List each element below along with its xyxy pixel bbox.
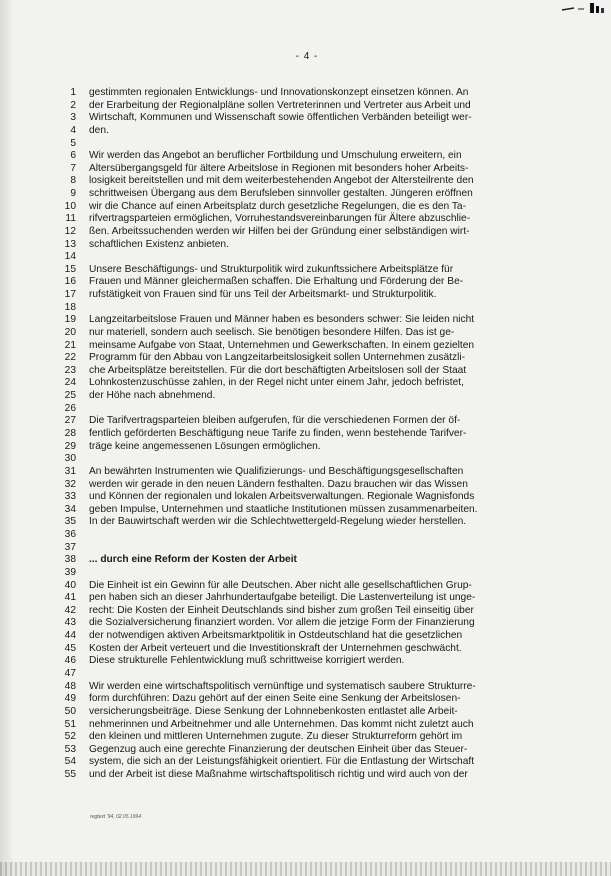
line-number: 26: [64, 402, 76, 414]
line-text: losigkeit bereitstellen und mit dem weiterbestehenden Angebot der Altersteilrente den: [89, 175, 474, 187]
line-number: 5: [70, 137, 76, 149]
line-text: In der Bauwirtschaft werden wir die Schlechtwettergeld-Regelung wieder herstellen.: [89, 516, 467, 528]
line-text: versicherungsbeiträge. Diese Senkung der Lohnnebenkosten entlastet alle Arbeit-: [89, 705, 458, 717]
line-number: 10: [64, 200, 76, 212]
line-number: 17: [64, 289, 76, 301]
line-number: 54: [64, 756, 76, 768]
line-number: 14: [64, 251, 76, 263]
text-line: [0, 706, 611, 718]
text-line: [0, 479, 611, 491]
line-number: 6: [70, 150, 76, 162]
text-line: [0, 605, 611, 617]
text-line: [0, 213, 611, 225]
text-line: [0, 466, 611, 478]
text-line: [0, 567, 611, 579]
line-text: Unsere Beschäftigungs- und Strukturpolitik wird zukunftssichere Arbeitsplätze für: [89, 263, 454, 275]
line-number: 52: [64, 731, 76, 743]
text-line: [0, 100, 611, 112]
line-number: 48: [64, 680, 76, 692]
text-line: [0, 302, 611, 314]
text-line: [0, 87, 611, 99]
text-line: [0, 554, 611, 566]
line-number: 35: [64, 516, 76, 528]
line-number: 4: [70, 124, 76, 136]
text-line: [0, 491, 611, 503]
line-number: 46: [64, 655, 76, 667]
line-number: 16: [64, 276, 76, 288]
line-text: Wir werden das Angebot an beruflicher Fortbildung und Umschulung erweitern, ein: [89, 150, 462, 162]
line-text: Diese strukturelle Fehlentwicklung muß schrittweise korrigiert werden.: [89, 655, 405, 667]
line-text: Wirtschaft, Kommunen und Wissenschaft sowie öffentlichen Verbänden beteiligt wer-: [89, 112, 472, 124]
line-text: die Sozialversicherung finanziert worden. Vor allem die jetzige Form der Finanzierung: [89, 617, 475, 629]
text-line: [0, 744, 611, 756]
line-text: Altersübergangsgeld für ältere Arbeitslose in Regionen mit besonders hoher Arbeits-: [89, 162, 469, 174]
line-number: 2: [70, 99, 76, 111]
line-text: schaftlichen Existenz anbieten.: [89, 238, 229, 250]
line-text: fentlich geförderten Beschäftigung neue Tarife zu finden, wenn bestehende Tarifver-: [89, 428, 467, 439]
line-text: schrittweisen Übergang aus dem Berufsleben sinnvoller gestalten. Jüngeren eröffnen: [89, 188, 473, 200]
line-number: 41: [64, 592, 76, 604]
line-number: 21: [64, 339, 76, 351]
line-text: meinsame Aufgabe von Staat, Unternehmen und Gewerkschaften. In einem gezielten: [89, 339, 475, 351]
text-line: [0, 390, 611, 402]
line-text: Wir werden eine wirtschaftspolitisch vernünftige und systematisch saubere Strukturre-: [89, 680, 476, 692]
text-line: [0, 175, 611, 187]
text-line: [0, 529, 611, 541]
line-number: 27: [64, 415, 76, 427]
text-line: [0, 655, 611, 667]
line-number: 15: [64, 263, 76, 275]
line-number: 32: [64, 478, 76, 490]
line-text: rifvertragsparteien ermöglichen, Vorruhestandsvereinbarungen für Ältere abzuschlie-: [89, 213, 471, 225]
line-number: 50: [64, 705, 76, 717]
text-line: [0, 352, 611, 364]
line-number: 44: [64, 630, 76, 642]
line-text: träge keine angemessenen Lösungen ermöglichen.: [89, 440, 321, 452]
line-number: 53: [64, 743, 76, 755]
line-number: 49: [64, 693, 76, 705]
line-number: 19: [64, 314, 76, 326]
line-number: 28: [64, 428, 76, 439]
text-line: [0, 377, 611, 389]
text-line: [0, 769, 611, 781]
text-line: [0, 289, 611, 301]
line-text: nehmerinnen und Arbeitnehmer und alle Unternehmen. Das kommt nicht zuletzt auch: [89, 718, 474, 730]
line-number: 55: [64, 769, 76, 781]
text-line: [0, 327, 611, 339]
line-number: 42: [64, 604, 76, 616]
text-line: [0, 617, 611, 629]
text-line: [0, 251, 611, 263]
text-line: [0, 516, 611, 528]
page-number: - 4 -: [295, 51, 319, 62]
line-number: 25: [64, 390, 76, 402]
line-number: 1: [70, 87, 76, 98]
text-line: [0, 314, 611, 326]
line-number: 9: [70, 188, 76, 200]
line-text: rufstätigkeit von Frauen sind für uns Teil der Arbeitsmarkt- und Strukturpolitik.: [89, 289, 437, 301]
line-number: 20: [64, 326, 76, 338]
text-line: [0, 112, 611, 124]
section-heading: ... durch eine Reform der Kosten der Arbeit: [89, 554, 297, 566]
line-text: nur materiell, sondern auch seelisch. Sie benötigen besondere Hilfen. Das ist ge-: [89, 326, 455, 338]
text-line: [0, 125, 611, 137]
line-text: system, die sich an der Leistungsfähigkeit orientiert. Für die Entlastung der Wirtschaft: [89, 756, 475, 768]
line-text: Gegenzug auch eine gerechte Finanzierung der deutschen Einheit über das Steuer-: [89, 743, 468, 755]
line-text: wir die Chance auf einen Arbeitsplatz durch gesetzliche Regelungen, die es den Ta-: [89, 200, 466, 212]
line-text: Lohnkostenzuschüsse zahlen, in der Regel nicht unter einem Jahr, jedoch befristet,: [89, 377, 464, 389]
text-line: [0, 365, 611, 377]
line-text: der notwendigen aktiven Arbeitsmarktpolitik in Ostdeutschland hat die gesetzlichen: [89, 630, 463, 642]
line-number: 34: [64, 503, 76, 515]
text-line: [0, 542, 611, 554]
line-number: 43: [64, 617, 76, 629]
line-number: 33: [64, 491, 76, 503]
line-number: 23: [64, 364, 76, 376]
line-text: geben Impulse, Unternehmen und staatliche Institutionen müssen zusammenarbeiten.: [89, 503, 478, 515]
line-text: ßen. Arbeitssuchenden werden wir Hilfen bei der Gründung einer selbständigen wirt-: [89, 225, 470, 237]
line-number: 11: [65, 213, 76, 225]
text-line: [0, 453, 611, 465]
text-line: [0, 276, 611, 288]
text-line: [0, 150, 611, 162]
text-line: [0, 504, 611, 516]
line-text: Frauen und Männer gleichermaßen schaffen. Die Erhaltung und Förderung der Be-: [89, 276, 464, 288]
text-line: [0, 415, 611, 427]
line-number: 51: [64, 718, 76, 730]
line-text: An bewährten Instrumenten wie Qualifizierungs- und Beschäftigungsgesellschaften: [89, 465, 464, 477]
line-text: pen haben sich an dieser Jahrhundertaufgabe beteiligt. Die Lastenverteilung ist unge-: [89, 592, 476, 604]
line-text: und der Arbeit ist diese Maßnahme wirtschaftspolitisch richtig und wird auch von der: [89, 769, 468, 781]
text-line: [0, 264, 611, 276]
line-text: den kleinen und mittleren Unternehmen zugute. Zu dieser Strukturreform gehört im: [89, 731, 463, 743]
text-line: [0, 693, 611, 705]
line-text: Die Einheit ist ein Gewinn für alle Deutschen. Aber nicht alle gesellschaftlichen Grup-: [89, 579, 472, 591]
text-line: [0, 239, 611, 251]
text-line: [0, 630, 611, 642]
text-line: [0, 188, 611, 200]
line-number: 13: [64, 238, 76, 250]
line-number: 39: [64, 566, 76, 578]
line-text: Die Tarifvertragsparteien bleiben aufgerufen, für die verschiedenen Formen der öf-: [89, 415, 461, 427]
text-line: [0, 580, 611, 592]
line-number: 37: [64, 541, 76, 553]
line-number: 31: [64, 465, 76, 477]
line-text: Langzeitarbeitslose Frauen und Männer haben es besonders schwer: Sie leiden nicht: [89, 314, 475, 326]
line-text: che Arbeitsplätze bereitstellen. Für die dort beschäftigten Arbeitslosen soll der Staat: [89, 364, 467, 376]
line-text: Kosten der Arbeit verteuert und die Investitionskraft der Unternehmen geschwächt.: [89, 642, 462, 654]
line-number: 47: [64, 667, 76, 679]
line-number: 30: [64, 453, 76, 465]
text-line: [0, 681, 611, 693]
line-text: und Können der regionalen und lokalen Arbeitsverwaltungen. Regionale Wagnisfonds: [89, 491, 475, 503]
line-number: 45: [64, 642, 76, 654]
line-text: Programm für den Abbau von Langzeitarbeitslosigkeit sollen Unternehmen zusätzli-: [89, 352, 466, 364]
text-line: [0, 226, 611, 238]
line-number: 18: [64, 301, 76, 313]
text-line: [0, 668, 611, 680]
line-number: 38: [64, 554, 76, 566]
line-number: 36: [64, 529, 76, 541]
text-line: [0, 441, 611, 453]
text-line: [0, 403, 611, 415]
scan-corner-mark: [560, 2, 606, 14]
text-line: [0, 756, 611, 768]
text-line: [0, 719, 611, 731]
line-number: 3: [70, 112, 76, 124]
line-number: 40: [64, 579, 76, 591]
line-text: gestimmten regionalen Entwicklungs- und Innovationskonzept einsetzen können. An: [89, 87, 469, 98]
text-line: [0, 201, 611, 213]
line-number: 12: [64, 225, 76, 237]
text-line: [0, 138, 611, 150]
line-text: der Erarbeitung der Regionalpläne sollen Vertreterinnen und Vertreter aus Arbeit und: [89, 99, 471, 111]
text-line: [0, 340, 611, 352]
line-text: der Höhe nach abnehmend.: [89, 390, 216, 402]
text-line: [0, 163, 611, 175]
text-line: [0, 592, 611, 604]
footer-note: regtext '94, 02.05.1994: [90, 814, 141, 820]
text-line: [0, 643, 611, 655]
line-number: 8: [70, 175, 76, 187]
text-line: [0, 731, 611, 743]
line-text: recht: Die Kosten der Einheit Deutschlands sind bisher zum großen Teil einseitig über: [89, 604, 474, 616]
line-text: form durchführen: Dazu gehört auf der einen Seite eine Senkung der Arbeitslosen-: [89, 693, 461, 705]
line-number: 24: [64, 377, 76, 389]
line-text: werden wir gerade in den neuen Ländern festhalten. Dazu brauchen wir das Wissen: [89, 478, 468, 490]
line-text: den.: [89, 124, 109, 136]
line-number: 22: [64, 352, 76, 364]
line-number: 7: [70, 162, 76, 174]
line-number: 29: [64, 440, 76, 452]
text-line: [0, 428, 611, 440]
scan-shadow-bottom: [0, 862, 611, 876]
